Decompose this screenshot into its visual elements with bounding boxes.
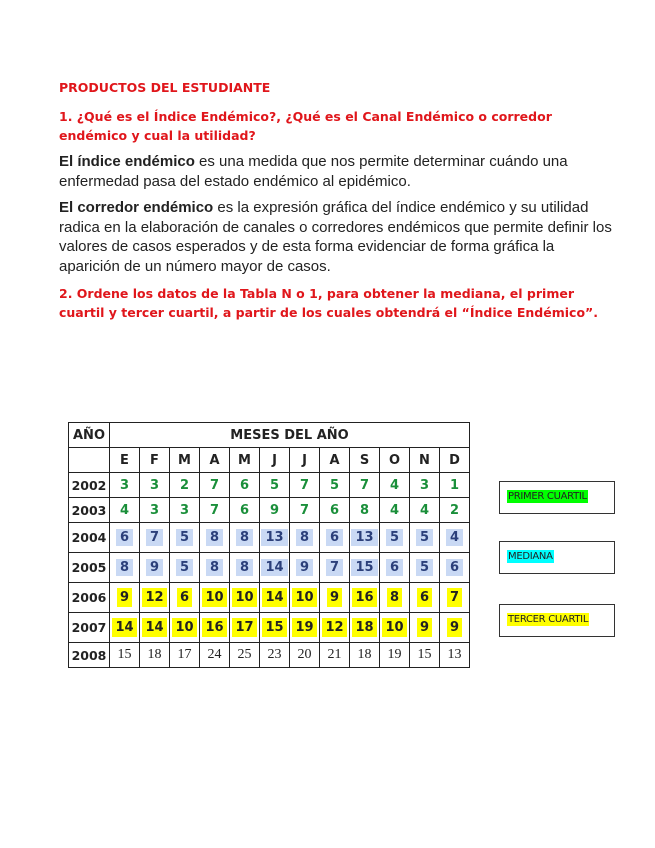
highlighted-value: 10: [202, 588, 226, 607]
table-row: [69, 583, 470, 613]
year-cell: 2008: [69, 643, 110, 668]
value-cell: 2: [170, 473, 200, 498]
legend-median: [499, 541, 615, 574]
value-cell: 19: [380, 643, 410, 668]
value-cell: [350, 523, 380, 553]
table-row: [69, 553, 470, 583]
highlighted-value: 9: [146, 559, 163, 576]
legend-first-quartile-label: PRIMER CUARTIL: [508, 491, 587, 502]
value-cell: 3: [170, 498, 200, 523]
value-cell: 4: [410, 498, 440, 523]
value-cell: [410, 613, 440, 643]
highlighted-value: 7: [447, 588, 462, 607]
highlighted-value: 9: [447, 618, 462, 637]
year-cell: 2007: [69, 613, 110, 643]
highlighted-value: 8: [206, 559, 223, 576]
cases-table: [68, 422, 470, 668]
legend-median-label: MEDIANA: [508, 551, 553, 562]
value-cell: [440, 613, 470, 643]
value-cell: 3: [110, 473, 140, 498]
highlighted-value: 14: [142, 618, 166, 637]
month-cell: J: [290, 448, 320, 473]
value-cell: [290, 553, 320, 583]
table-row: [69, 643, 470, 668]
value-cell: [140, 523, 170, 553]
value-cell: 20: [290, 643, 320, 668]
value-cell: [140, 553, 170, 583]
year-cell: 2005: [69, 553, 110, 583]
highlighted-value: 10: [292, 588, 316, 607]
highlighted-value: 8: [206, 529, 223, 546]
highlighted-value: 9: [296, 559, 313, 576]
value-cell: [110, 553, 140, 583]
value-cell: 23: [260, 643, 290, 668]
value-cell: 7: [200, 473, 230, 498]
value-cell: [200, 553, 230, 583]
highlighted-value: 16: [352, 588, 376, 607]
value-cell: [170, 553, 200, 583]
highlighted-value: 10: [232, 588, 256, 607]
highlighted-value: 13: [261, 529, 287, 546]
value-cell: 4: [380, 498, 410, 523]
highlighted-value: 6: [177, 588, 192, 607]
value-cell: [380, 553, 410, 583]
value-cell: [380, 613, 410, 643]
value-cell: [170, 583, 200, 613]
value-cell: [440, 583, 470, 613]
highlighted-value: 6: [326, 529, 343, 546]
month-cell: N: [410, 448, 440, 473]
value-cell: [110, 583, 140, 613]
value-cell: [200, 613, 230, 643]
value-cell: [110, 613, 140, 643]
value-cell: [440, 553, 470, 583]
definition-indice-endemico: es una medida que nos permite determinar cuándo una enfermedad pasa del estado endémico al epidémico.: [59, 153, 568, 190]
highlighted-value: 7: [326, 559, 343, 576]
value-cell: [260, 613, 290, 643]
value-cell: 9: [260, 498, 290, 523]
highlighted-value: 14: [112, 618, 136, 637]
highlighted-value: 10: [172, 618, 196, 637]
highlighted-value: 8: [236, 529, 253, 546]
highlighted-value: 6: [386, 559, 403, 576]
highlighted-value: 8: [296, 529, 313, 546]
value-cell: [410, 553, 440, 583]
paragraph-indice-endemico: [59, 152, 604, 192]
value-cell: [410, 583, 440, 613]
highlighted-value: 9: [117, 588, 132, 607]
month-cell: M: [170, 448, 200, 473]
value-cell: 2: [440, 498, 470, 523]
empty-cell: [69, 448, 110, 473]
highlighted-value: 12: [322, 618, 346, 637]
value-cell: [410, 523, 440, 553]
highlighted-value: 5: [416, 529, 433, 546]
value-cell: [320, 613, 350, 643]
legend-third-quartile-label: TERCER CUARTIL: [508, 614, 589, 625]
value-cell: 18: [140, 643, 170, 668]
value-cell: [320, 523, 350, 553]
question-2: 2. Ordene los datos de la Tabla N o 1, para obtener la mediana, el primer cuartil y tercer cuartil, a partir de los cuales obtendrá el “Índice Endémico”.: [59, 286, 599, 320]
value-cell: 3: [140, 473, 170, 498]
value-cell: [230, 583, 260, 613]
legend-first-quartile: [499, 481, 615, 514]
highlighted-value: 6: [417, 588, 432, 607]
value-cell: 1: [440, 473, 470, 498]
value-cell: [380, 523, 410, 553]
month-cell: O: [380, 448, 410, 473]
highlighted-value: 8: [387, 588, 402, 607]
table-header-row: [69, 423, 470, 448]
month-cell: A: [320, 448, 350, 473]
value-cell: [320, 553, 350, 583]
value-cell: [290, 613, 320, 643]
month-cell: E: [110, 448, 140, 473]
value-cell: [140, 613, 170, 643]
month-cell: S: [350, 448, 380, 473]
value-cell: 3: [140, 498, 170, 523]
value-cell: [440, 523, 470, 553]
value-cell: [140, 583, 170, 613]
value-cell: [260, 583, 290, 613]
highlighted-value: 4: [446, 529, 463, 546]
section-heading: PRODUCTOS DEL ESTUDIANTE: [59, 80, 271, 95]
highlighted-value: 5: [176, 559, 193, 576]
value-cell: 18: [350, 643, 380, 668]
value-cell: 6: [230, 498, 260, 523]
value-cell: 7: [290, 473, 320, 498]
year-cell: 2002: [69, 473, 110, 498]
table-row: [69, 498, 470, 523]
highlighted-value: 15: [351, 559, 377, 576]
value-cell: [200, 523, 230, 553]
term-corredor-endemico: El corredor endémico: [59, 199, 214, 216]
value-cell: 15: [110, 643, 140, 668]
highlighted-value: 9: [417, 618, 432, 637]
value-cell: 6: [320, 498, 350, 523]
value-cell: [290, 583, 320, 613]
value-cell: 5: [260, 473, 290, 498]
highlighted-value: 5: [386, 529, 403, 546]
highlighted-value: 5: [176, 529, 193, 546]
value-cell: 3: [410, 473, 440, 498]
value-cell: 7: [350, 473, 380, 498]
value-cell: 25: [230, 643, 260, 668]
value-cell: 15: [410, 643, 440, 668]
value-cell: [170, 613, 200, 643]
month-cell: D: [440, 448, 470, 473]
value-cell: 21: [320, 643, 350, 668]
table-row: [69, 523, 470, 553]
table-row: [69, 613, 470, 643]
value-cell: 4: [110, 498, 140, 523]
month-cell: A: [200, 448, 230, 473]
highlighted-value: 12: [142, 588, 166, 607]
highlighted-value: 19: [292, 618, 316, 637]
year-header: AÑO: [69, 423, 110, 448]
value-cell: [260, 523, 290, 553]
paragraph-corredor-endemico: [59, 198, 614, 276]
value-cell: [170, 523, 200, 553]
legend-third-quartile: [499, 604, 615, 637]
year-cell: 2004: [69, 523, 110, 553]
highlighted-value: 5: [416, 559, 433, 576]
table-row: [69, 473, 470, 498]
term-indice-endemico: El índice endémico: [59, 153, 195, 170]
highlighted-value: 6: [446, 559, 463, 576]
value-cell: [200, 583, 230, 613]
highlighted-value: 13: [351, 529, 377, 546]
highlighted-value: 17: [232, 618, 256, 637]
highlighted-value: 8: [236, 559, 253, 576]
value-cell: 24: [200, 643, 230, 668]
highlighted-value: 9: [327, 588, 342, 607]
year-cell: 2003: [69, 498, 110, 523]
question-1: 1. ¿Qué es el Índice Endémico?, ¿Qué es el Canal Endémico o corredor endémico y cual la utilidad?: [59, 109, 552, 143]
value-cell: 6: [230, 473, 260, 498]
year-cell: 2006: [69, 583, 110, 613]
highlighted-value: 14: [261, 559, 287, 576]
month-cell: J: [260, 448, 290, 473]
definition-corredor-endemico: es la expresión gráfica del índice endémico y su utilidad radica en la elaboración de canales o corredores endémicos que permite definir los valores de casos esperados y de esta forma evidenciar de forma gráfica la aparición de un número mayor de casos.: [59, 199, 612, 275]
value-cell: [320, 583, 350, 613]
highlighted-value: 10: [382, 618, 406, 637]
value-cell: 7: [200, 498, 230, 523]
value-cell: [350, 613, 380, 643]
highlighted-value: 18: [352, 618, 376, 637]
highlighted-value: 8: [116, 559, 133, 576]
highlighted-value: 6: [116, 529, 133, 546]
value-cell: [230, 553, 260, 583]
month-cell: F: [140, 448, 170, 473]
value-cell: [110, 523, 140, 553]
highlighted-value: 7: [146, 529, 163, 546]
value-cell: [380, 583, 410, 613]
value-cell: 8: [350, 498, 380, 523]
value-cell: [290, 523, 320, 553]
value-cell: [350, 583, 380, 613]
value-cell: 17: [170, 643, 200, 668]
highlighted-value: 14: [262, 588, 286, 607]
months-header: MESES DEL AÑO: [110, 423, 470, 448]
value-cell: 4: [380, 473, 410, 498]
value-cell: 13: [440, 643, 470, 668]
highlighted-value: 16: [202, 618, 226, 637]
value-cell: [230, 613, 260, 643]
value-cell: 5: [320, 473, 350, 498]
highlighted-value: 15: [262, 618, 286, 637]
value-cell: [350, 553, 380, 583]
value-cell: [230, 523, 260, 553]
value-cell: [260, 553, 290, 583]
months-row: [69, 448, 470, 473]
value-cell: 7: [290, 498, 320, 523]
month-cell: M: [230, 448, 260, 473]
